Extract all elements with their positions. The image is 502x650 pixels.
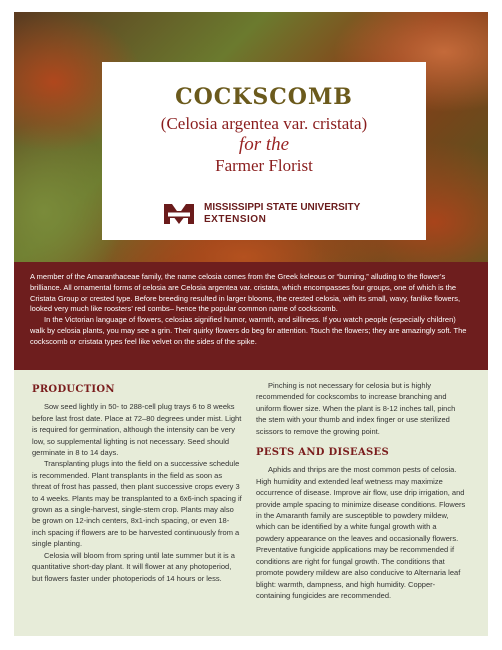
pinching-paragraph: Pinching is not necessary for celosia but is highly recommended for cockscombs to increase branching and uniform flower size. When the plant is 8-12 inches tall, pinch the stem with your thumb and index finger or use sterilized scissors to remove the growing point.: [256, 381, 456, 436]
intro-paragraph-1: A member of the Amaranthaceae family, the name celosia comes from the Greek keleous or “burning,” alluding to the flower’s brilliance. All ornamental forms of celosia are Celosia argentea var. cristata, which encompasses four groups, one of which is the Cristata Group or crested type. Before breeding resulted in larger blooms, the crested celosia, with its small, wavy, fanlike flowers, looked very much like roosters’ red combs– hence the popular common name of cockscomb.: [30, 272, 461, 314]
page-title: COCKSCOMB: [175, 84, 353, 110]
msu-extension-logo: [162, 200, 360, 228]
hero-photo: [14, 12, 488, 262]
production-paragraph-2: Transplanting plugs into the field on a successive schedule is recommended. Plant transplants in the field as soon as threat of frost has passed, then plant successive crops every 3 to 4 weeks. Plants may be transplanted to a 6x6-inch spacing if grown as a single-harvest, single-stem crop. Plants may also be grown on 12-inch centers, 8x1-inch spacing, or even 18-inch spacing if flowers are to be harvested continuously from a single planting.: [32, 459, 242, 549]
left-column: [32, 380, 242, 584]
logo-university: MISSISSIPPI STATE UNIVERSITY: [204, 202, 361, 213]
pests-heading: PESTS AND DISEASES: [256, 447, 389, 459]
pests-paragraph: Aphids and thrips are the most common pests of celosia. High humidity and extended leaf wetness may maximize occurrence of disease. Improve air flow, use drip irrigation, and provide ample spacing to minimize disease conditions. Flowers in the Amaranth family are susceptible to powdery mildew, which can be identified by a white fungal growth with a powdery appearance on the leaves and occasionally flowers. Preventative fungicide applications may be recommended if conditions are right for fungal growth. The conditions that promote powdery mildew are also conducive to Alternaria leaf blight: warmth, dampness, and high humidity. Copper-containing fungicides are recommended.: [256, 465, 466, 600]
logo-text: [204, 202, 360, 226]
production-heading: PRODUCTION: [32, 384, 115, 395]
msu-m-state-icon: [162, 200, 196, 228]
content-panel: [14, 370, 488, 636]
for-the-text: for the: [238, 134, 290, 155]
logo-extension: EXTENSION: [204, 214, 267, 225]
scientific-name: (Celosia argentea var. cristata): [160, 114, 368, 133]
intro-paragraph-2: In the Victorian language of flowers, celosias signified humor, warmth, and silliness. If you watch people (especially children) walk by celosia plants, you may see a grin. Their quirky flowers do beg for attention. Touch the flowers; they are amazingly soft. The cockscomb or cristata types feel like velvet on the sides of the spike.: [30, 315, 467, 346]
title-card: [102, 62, 426, 240]
production-paragraph-1: Sow seed lightly in 50- to 288-cell plug trays 6 to 8 weeks before last frost date. Place at 72–80 degrees under mist. Light is required for germination, although the intensity can be very low, so supplemental lighting is not necessary. Seed should germinate in 8 to 14 days.: [32, 402, 242, 458]
right-column: [256, 380, 466, 601]
intro-panel: [14, 262, 488, 370]
audience-text: Farmer Florist: [215, 156, 313, 175]
production-paragraph-3: Celosia will bloom from spring until late summer but it is a quantitative short-day plant. It will flower at any photoperiod, but flowers faster under photoperiods of 14 hours or less.: [32, 550, 235, 583]
